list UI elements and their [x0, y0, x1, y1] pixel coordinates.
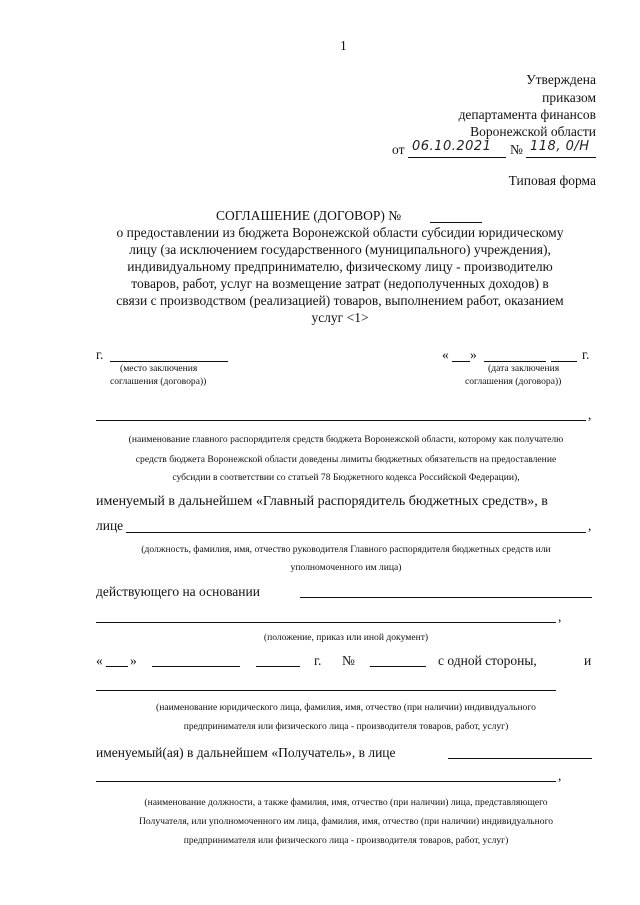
- distributor-hint-3: субсидии в соответствии со статьей 78 Бюджетного кодекса Российской Федерации),: [172, 472, 520, 483]
- approval-date-handwritten: 06.10.2021: [412, 139, 492, 154]
- date-year-suffix: г.: [582, 347, 590, 362]
- distributor-basis-label: действующего на основании: [96, 584, 260, 599]
- approval-line-2: приказом: [542, 90, 596, 105]
- agreement-heading: СОГЛАШЕНИЕ (ДОГОВОР) №: [216, 208, 402, 223]
- recipient-rep-hint-2: Получателя, или уполномоченного им лица, фамилия, имя, отчество (при наличии) индивидуального: [138, 816, 554, 827]
- approval-number-label: №: [510, 142, 523, 157]
- docref-quote-open: «: [96, 653, 103, 668]
- page-number: 1: [340, 38, 347, 53]
- place-hint-1: (место заключения: [120, 363, 198, 374]
- docref-month-line[interactable]: [152, 666, 240, 667]
- agreement-number-line: [430, 222, 482, 223]
- distributor-person-line[interactable]: [126, 532, 586, 533]
- title-line-2: лицу (за исключением государственного (муниципального) учреждения),: [129, 242, 551, 257]
- place-city-label: г.: [96, 347, 104, 362]
- date-quote-open: «: [442, 347, 449, 362]
- recipient-rep-hint-1: (наименование должности, а также фамилия, имя, отчество (при наличии) лица, представляющего: [144, 797, 548, 808]
- place-hint-2: соглашения (договора)): [110, 376, 207, 387]
- recipient-named-text: именуемый(ая) в дальнейшем «Получатель», в лице: [96, 745, 396, 760]
- distributor-basis-line[interactable]: [300, 597, 592, 598]
- date-hint-1: (дата заключения: [488, 363, 560, 374]
- recipient-person-comma: ,: [558, 768, 562, 783]
- docref-and: и: [584, 653, 592, 668]
- distributor-basis-hint: (положение, приказ или иной документ): [263, 632, 429, 643]
- docref-number-line[interactable]: [370, 666, 426, 667]
- date-day-line[interactable]: [452, 361, 470, 362]
- distributor-person-hint-2: уполномоченного им лица): [290, 562, 402, 573]
- title-line-6: услуг <1>: [311, 310, 369, 325]
- distributor-named-text: именуемый в дальнейшем «Главный распорядитель бюджетных средств», в: [96, 494, 548, 509]
- recipient-name-line[interactable]: [96, 690, 556, 691]
- distributor-person-label: лице: [96, 518, 124, 533]
- approval-line-3: департамента финансов: [458, 107, 596, 122]
- title-line-3: индивидуальному предпринимателю, физическому лицу - производителю: [127, 259, 553, 274]
- form-type: Типовая форма: [508, 173, 596, 188]
- approval-number-line: [526, 157, 596, 158]
- date-quote-close: »: [470, 347, 477, 362]
- date-hint-2: соглашения (договора)): [465, 376, 562, 387]
- recipient-person-line-2[interactable]: [96, 781, 556, 782]
- recipient-person-line[interactable]: [448, 758, 592, 759]
- distributor-person-comma: ,: [588, 518, 592, 533]
- docref-one-side: с одной стороны,: [438, 653, 537, 668]
- distributor-basis-comma: ,: [558, 609, 562, 624]
- docref-day-line[interactable]: [106, 666, 128, 667]
- recipient-hint-2: предпринимателя или физического лица - производителя товаров, работ, услуг): [183, 721, 509, 732]
- approval-date-line: [408, 157, 506, 158]
- distributor-person-hint-1: (должность, фамилия, имя, отчество руководителя Главного распорядителя бюджетных средств или: [141, 544, 551, 555]
- docref-year-label: г.: [314, 653, 322, 668]
- distributor-hint-1: (наименование главного распорядителя средств бюджета Воронежской области, которому как получателю: [128, 434, 564, 445]
- distributor-name-comma: ,: [588, 407, 592, 422]
- title-line-1: о предоставлении из бюджета Воронежской области субсидии юридическому: [116, 225, 564, 240]
- approval-line-4: Воронежской области: [470, 124, 596, 139]
- title-line-4: товаров, работ, услуг на возмещение затрат (недополученных доходов) в: [131, 276, 549, 291]
- distributor-hint-2: средств бюджета Воронежской области доведены лимиты бюджетных обязательств на предоставление: [135, 454, 557, 465]
- approval-line-1: Утверждена: [526, 72, 596, 87]
- docref-quote-close: »: [130, 653, 137, 668]
- approval-number-handwritten: 118, 0/Н: [530, 139, 590, 154]
- distributor-name-line[interactable]: [96, 420, 586, 421]
- approval-from-label: от: [392, 142, 405, 157]
- docref-number-label: №: [342, 653, 355, 668]
- recipient-rep-hint-3: предпринимателя или физического лица - производителя товаров, работ, услуг): [183, 835, 509, 846]
- distributor-basis-line-2[interactable]: [96, 622, 556, 623]
- title-line-5: связи с производством (реализацией) товаров, выполнением работ, оказанием: [116, 293, 564, 308]
- docref-year-line[interactable]: [256, 666, 300, 667]
- recipient-hint-1: (наименование юридического лица, фамилия, имя, отчество (при наличии) индивидуального: [156, 702, 536, 713]
